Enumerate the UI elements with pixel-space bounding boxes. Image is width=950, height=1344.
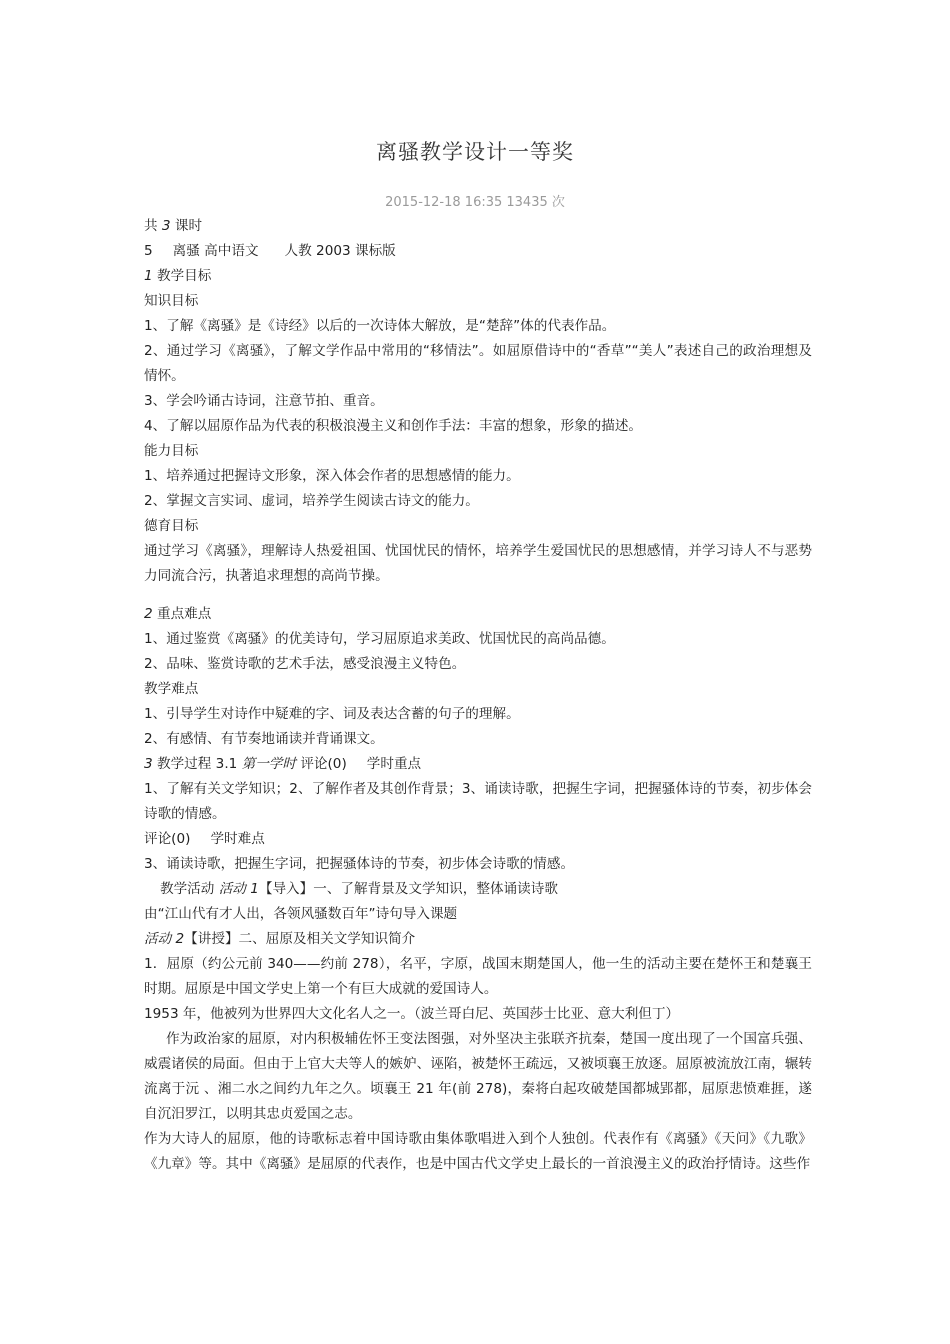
paragraph: 2、通过学习《离骚》，了解文学作品中常用的“移情法”。如屈原借诗中的“香草”“美人”表述自己的政治理想及情怀。 (144, 343, 812, 384)
paragraph: 3、诵读诗歌，把握生字词，把握骚体诗的节奏，初步体会诗歌的情感。 (144, 856, 575, 872)
article-body (144, 214, 812, 1177)
section-heading: 1 教学目标 (144, 268, 212, 284)
subheading: 知识目标 (144, 293, 199, 309)
paragraph: 由“江山代有才人出，各领风骚数百年”诗句导入课题 (144, 906, 458, 922)
paragraph: 1、了解有关文学知识；2、了解作者及其创作背景；3、诵读诗歌，把握生字词，把握骚体诗的节奏，初步体会诗歌的情感。 (144, 781, 812, 822)
paragraph: 2、品味、鉴赏诗歌的艺术手法，感受浪漫主义特色。 (144, 656, 466, 672)
paragraph: 3、学会吟诵古诗词，注意节拍、重音。 (144, 393, 384, 409)
post-meta: 2015-12-18 16:35 13435 次 (385, 195, 565, 210)
course-info: 5 离骚 高中语文 人教 2003 课标版 (144, 243, 396, 259)
paragraph: 1、引导学生对诗作中疑难的字、词及表达含蓄的句子的理解。 (144, 706, 520, 722)
paragraph: 作为大诗人的屈原，他的诗歌标志着中国诗歌由集体歌唱进入到个人独创。代表作有《离骚》《天问》《九歌》《九章》等。其中《离骚》是屈原的代表作，也是中国古代文学史上最长的一首浪漫主义的政治抒情诗。这些作 (144, 1131, 812, 1172)
subheading: 能力目标 (144, 443, 199, 459)
paragraph: 1953 年，他被列为世界四大文化名人之一。（波兰哥白尼、英国莎士比亚、意大利但丁） (144, 1006, 680, 1022)
paragraph: 1、通过鉴赏《离骚》的优美诗句，学习屈原追求美政、忧国忧民的高尚品德。 (144, 631, 615, 647)
paragraph: 4、了解以屈原作品为代表的积极浪漫主义和创作手法：丰富的想象，形象的描述。 (144, 418, 643, 434)
paragraph: 评论(0) 学时难点 (144, 831, 265, 847)
comment-link[interactable]: 评论(0) (144, 831, 191, 847)
class-hours: 共 3 课时 (144, 218, 203, 234)
paragraph: 1．屈原（约公元前 340——约前 278），名平，字原，战国末期楚国人，他一生的活动主要在楚怀王和楚襄王时期。屈原是中国文学史上第一个有巨大成就的爱国诗人。 (144, 956, 812, 997)
subheading: 德育目标 (144, 518, 199, 534)
section-heading: 2 重点难点 (144, 606, 212, 622)
activity-heading: 活动 2【讲授】二、屈原及相关文学知识简介 (144, 931, 416, 947)
paragraph: 1、了解《离骚》是《诗经》以后的一次诗体大解放，是“楚辞”体的代表作品。 (144, 318, 616, 334)
activity-heading: 教学活动 活动 1【导入】一、了解背景及文学知识，整体诵读诗歌 (160, 881, 558, 897)
paragraph: 作为政治家的屈原，对内积极辅佐怀王变法图强，对外坚决主张联齐抗秦，楚国一度出现了一个国富兵强、威震诸侯的局面。但由于上官大夫等人的嫉妒、诬陷，被楚怀王疏远，又被顷襄王放逐。屈原被流放江南，辗转流离于沅 、湘二水之间约九年之久。顷襄王 21 年(前 278)，秦将白起攻破楚国都城郢都，屈原悲愤难捱，遂自沉汨罗江，以明其忠贞爱国之志。 (144, 1031, 812, 1122)
paragraph: 1、培养通过把握诗文形象，深入体会作者的思想感情的能力。 (144, 468, 520, 484)
paragraph: 2、掌握文言实词、虚词，培养学生阅读古诗文的能力。 (144, 493, 479, 509)
paragraph: 通过学习《离骚》，理解诗人热爱祖国、忧国忧民的情怀，培养学生爱国忧民的思想感情，并学习诗人不与恶势力同流合污，执著追求理想的高尚节操。 (144, 543, 812, 584)
comment-link[interactable]: 评论(0) (296, 756, 347, 772)
paragraph: 2、有感情、有节奏地诵读并背诵课文。 (144, 731, 384, 747)
section-heading: 3 教学过程 3.1 第一学时 评论(0) 学时重点 (144, 756, 422, 772)
subheading: 教学难点 (144, 681, 199, 697)
page-title: 离骚教学设计一等奖 (376, 140, 574, 164)
